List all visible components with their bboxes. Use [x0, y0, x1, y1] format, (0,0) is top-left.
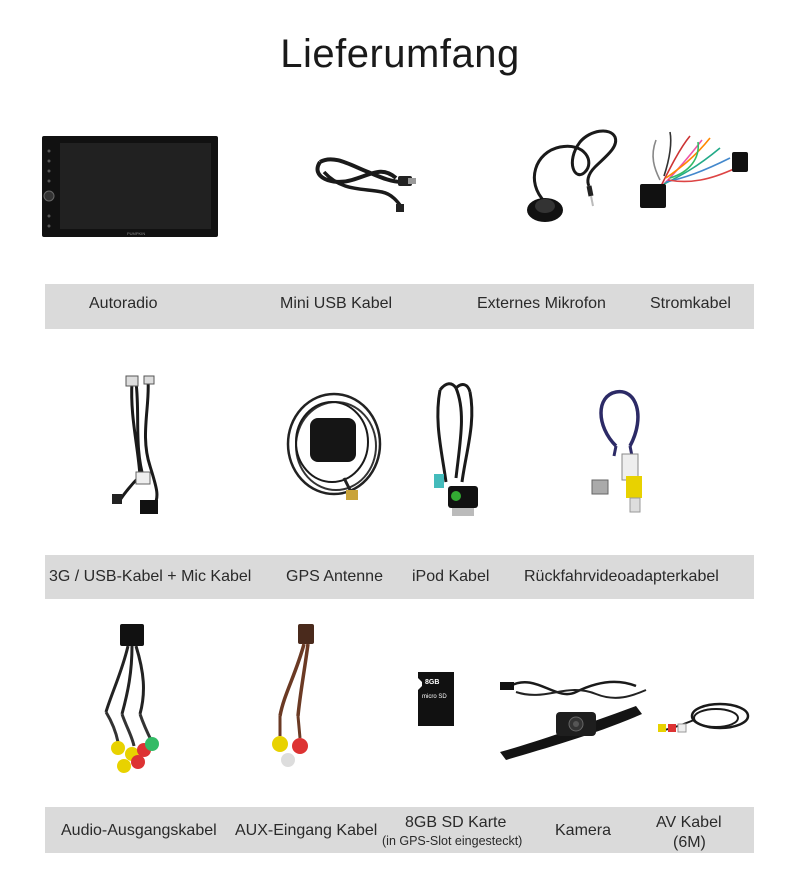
label-ipod-kabel: iPod Kabel: [412, 568, 490, 585]
label-externes-mikrofon: Externes Mikrofon: [477, 295, 606, 312]
label-8gb-sd-karte: 8GB SD Karte: [405, 814, 507, 831]
audio-output-cable-image: [92, 622, 168, 782]
rear-video-adapter-cable-image: [586, 386, 660, 518]
label-gps-antenne: GPS Antenne: [286, 568, 383, 585]
av-cable-image: [654, 698, 754, 742]
label-mini-usb-kabel: Mini USB Kabel: [280, 295, 393, 312]
ipod-cable-image: [426, 382, 484, 522]
label-autoradio: Autoradio: [89, 295, 158, 312]
mini-usb-cable-image: [312, 152, 416, 214]
label-rueckfahrvideoadapterkabel: Rückfahrvideoadapterkabel: [524, 568, 719, 585]
sd-logo: micro SD: [422, 694, 447, 700]
label-av-kabel-length: (6M): [673, 834, 706, 851]
sd-card-image: [416, 670, 456, 728]
external-microphone-image: [515, 122, 623, 226]
label-audio-ausgangskabel: Audio-Ausgangskabel: [61, 822, 217, 839]
label-sd-karte-note: (in GPS-Slot eingesteckt): [382, 834, 523, 848]
label-3g-usb-kabel-mic-kabel: 3G / USB-Kabel + Mic Kabel: [49, 568, 252, 585]
label-kamera: Kamera: [555, 822, 612, 839]
3g-usb-mic-cable-image: [110, 376, 176, 516]
label-stromkabel: Stromkabel: [650, 295, 731, 312]
radio-brand: PUMPKIN: [127, 231, 146, 236]
page-title: Lieferumfang: [280, 32, 520, 76]
label-aux-eingang-kabel: AUX-Eingang Kabel: [235, 822, 378, 839]
power-cable-image: [640, 128, 752, 214]
gps-antenna-image: [284, 382, 388, 508]
autoradio-image: [42, 136, 218, 238]
sd-capacity: 8GB: [425, 679, 440, 686]
camera-image: [496, 672, 656, 762]
aux-input-cable-image: [262, 624, 322, 774]
label-av-kabel: AV Kabel: [656, 814, 722, 831]
